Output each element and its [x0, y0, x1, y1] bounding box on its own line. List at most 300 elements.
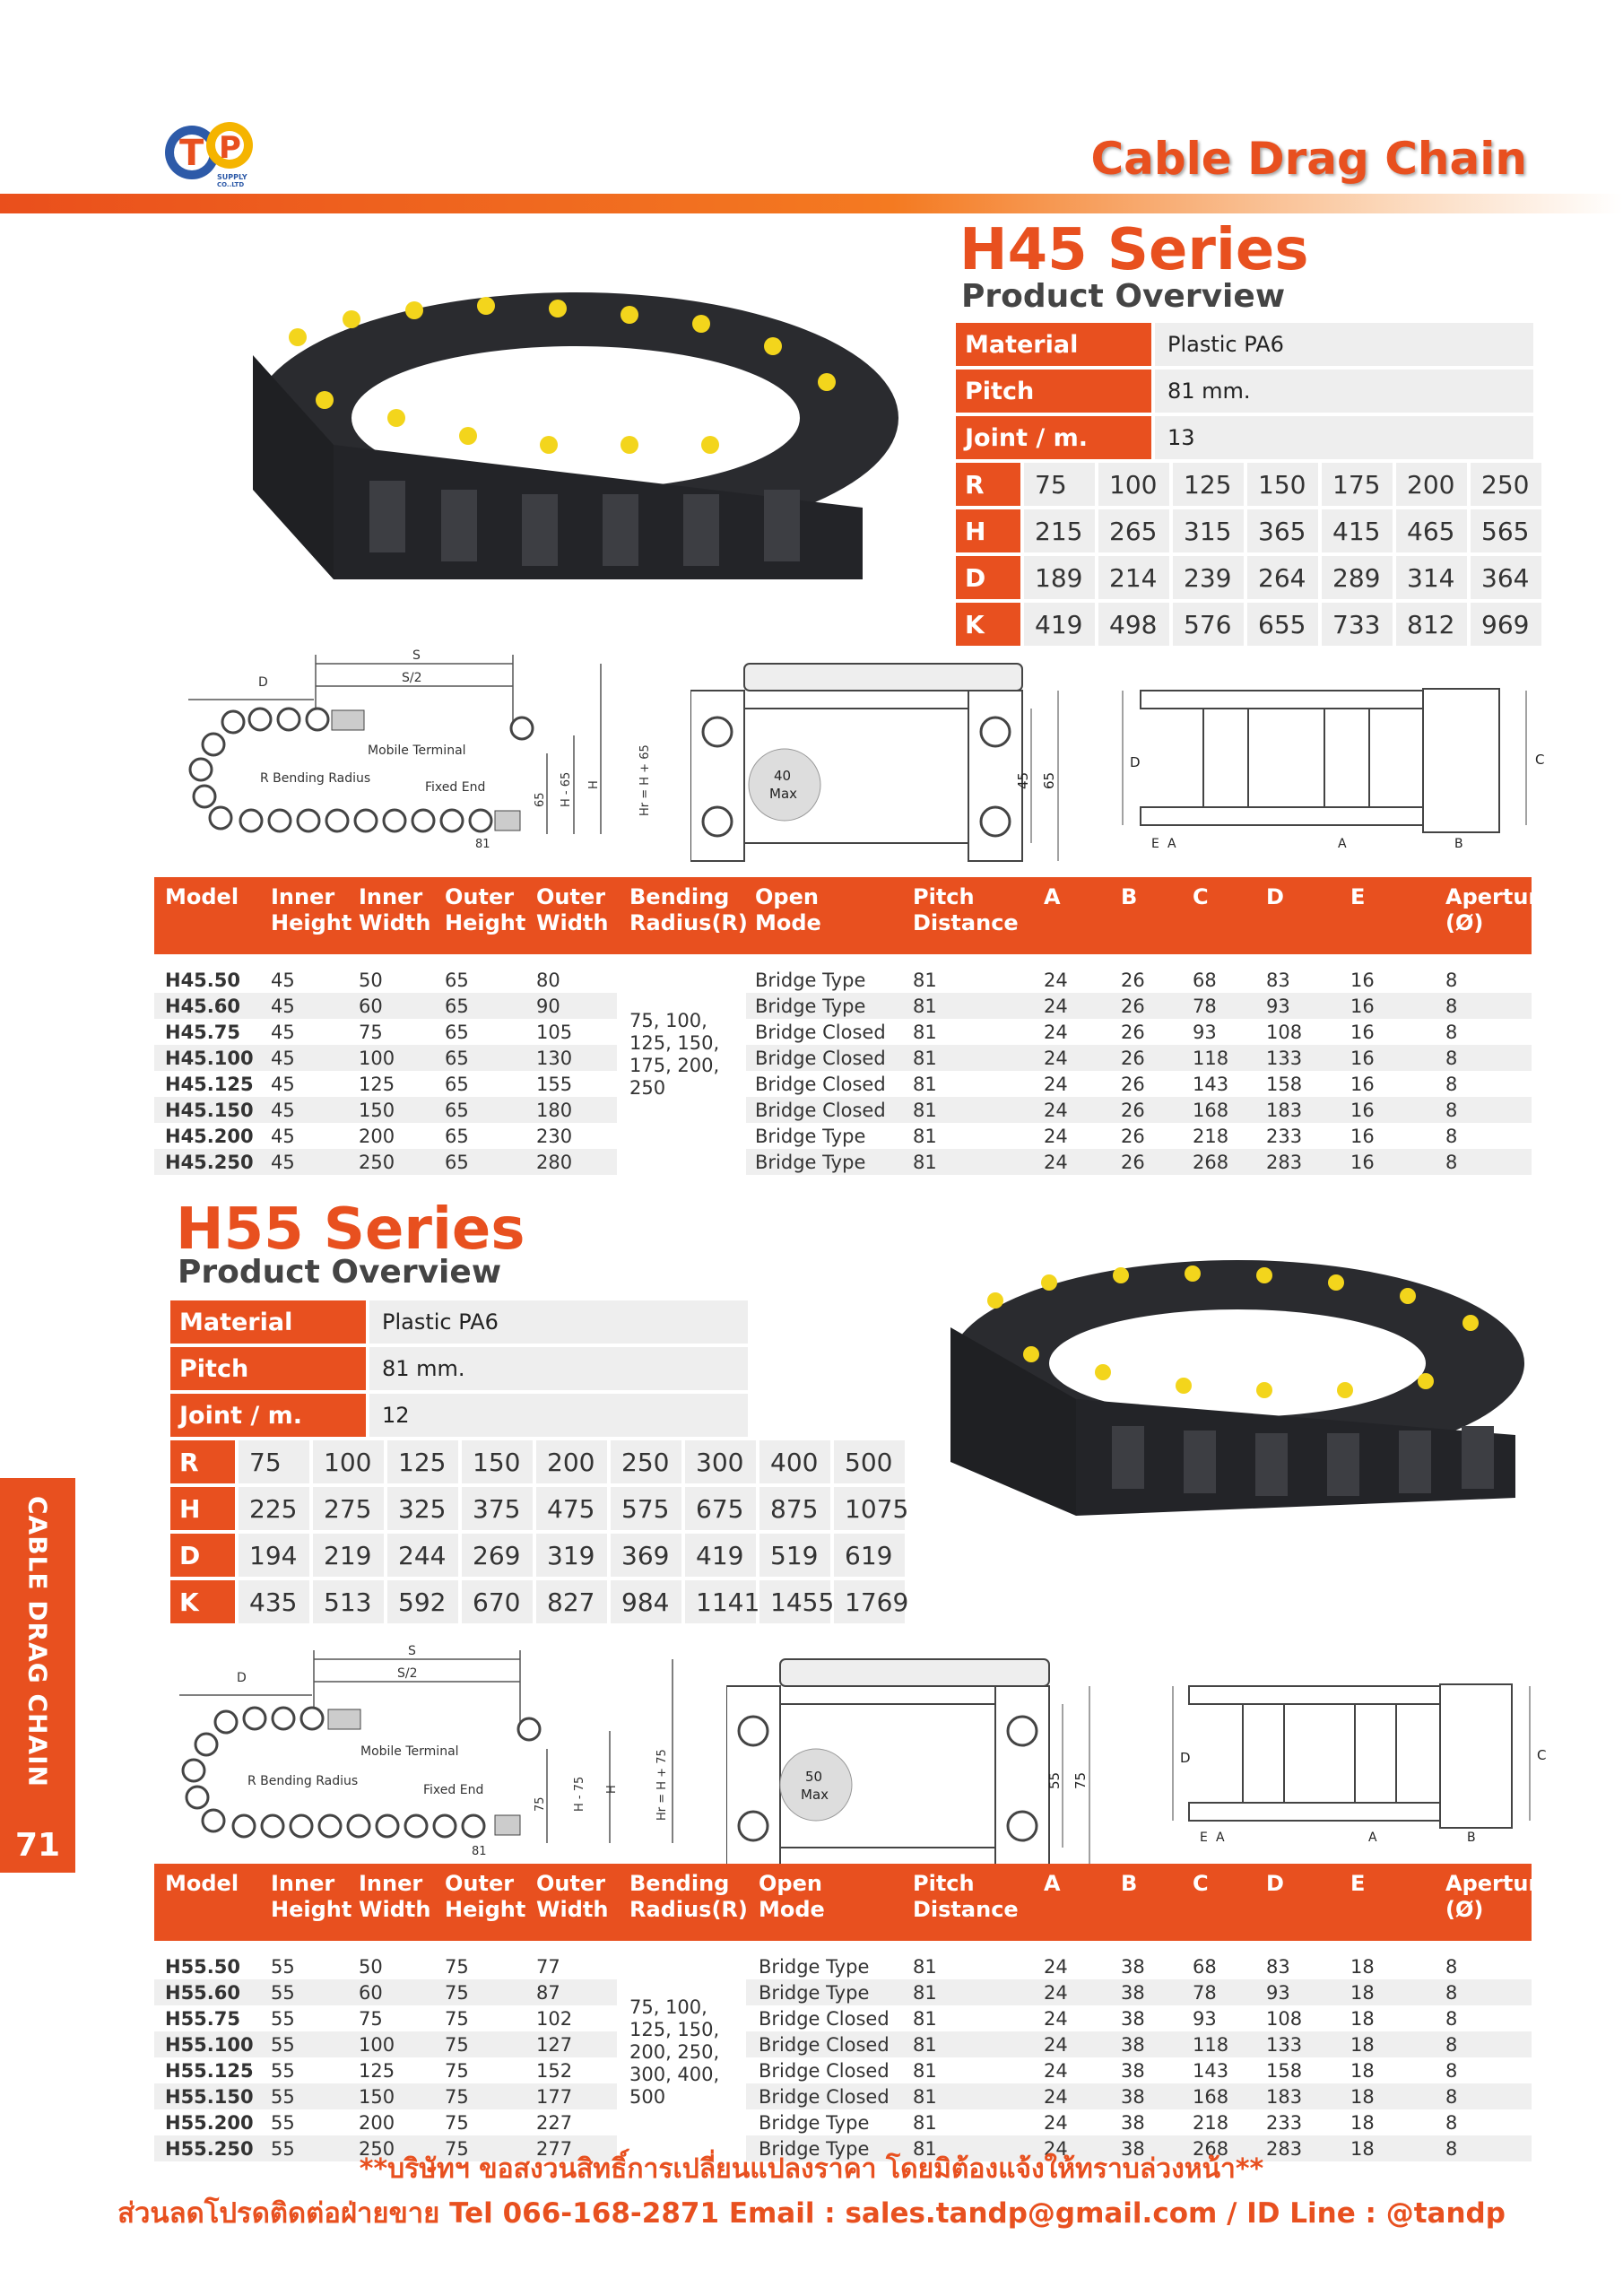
cell-b: 26	[1121, 1022, 1145, 1043]
h45-d-value: 239	[1173, 556, 1244, 599]
h55-d-value: 219	[313, 1534, 384, 1577]
cell-ow: 230	[536, 1126, 573, 1147]
cell-iw: 50	[359, 1956, 383, 1978]
svg-text:E: E	[1200, 1831, 1208, 1845]
h45-subtitle: Product Overview	[961, 278, 1286, 315]
th-e: E	[1350, 1871, 1366, 1896]
cell-d: 283	[1266, 1152, 1303, 1173]
cell-b: 26	[1121, 1126, 1145, 1147]
h55-k-value: 1141	[685, 1580, 756, 1623]
h45-title: H45 Series	[959, 217, 1309, 283]
svg-text:D: D	[1180, 1750, 1191, 1766]
svg-text:T: T	[179, 133, 204, 174]
h55-d-value: 194	[239, 1534, 309, 1577]
cell-ow: 280	[536, 1152, 573, 1173]
cell-model: H45.60	[165, 996, 240, 1017]
cell-d: 93	[1266, 996, 1290, 1017]
h55-r-value: 100	[313, 1440, 384, 1483]
cell-e: 18	[1350, 1956, 1375, 1978]
cell-oh: 65	[445, 970, 469, 991]
h55-h-value: 325	[387, 1487, 458, 1530]
svg-text:75: 75	[1072, 1771, 1089, 1789]
cell-b: 38	[1121, 2060, 1145, 2082]
th-inner-height: Inner Height	[271, 1871, 352, 1922]
svg-text:SUPPLY: SUPPLY	[217, 173, 247, 181]
cell-iw: 75	[359, 1022, 383, 1043]
h55-k-value: 1769	[834, 1580, 905, 1623]
cell-ap: 8	[1445, 1074, 1458, 1095]
th-outer-height: Outer Height	[445, 1871, 526, 1922]
h45-top-view	[1105, 682, 1571, 861]
cell-ap: 8	[1445, 970, 1458, 991]
cell-mode: Bridge Closed	[759, 2060, 890, 2082]
svg-text:D: D	[1130, 754, 1141, 770]
svg-text:Hr = H + 65: Hr = H + 65	[638, 744, 652, 816]
h55-bending-radius: 75, 100, 125, 150, 200, 250, 300, 400, 500	[629, 1996, 720, 2108]
th-bending-radius: Bending Radius(R)	[629, 884, 748, 935]
cell-a: 24	[1044, 1126, 1068, 1147]
cell-oh: 75	[445, 2138, 469, 2160]
th-outer-height: Outer Height	[445, 884, 526, 935]
h45-k-value: 655	[1247, 603, 1318, 646]
cell-a: 24	[1044, 2138, 1068, 2160]
cell-c: 118	[1193, 2034, 1229, 2056]
cell-ap: 8	[1445, 2008, 1458, 2030]
cell-ih: 45	[271, 1126, 295, 1147]
cell-ow: 155	[536, 1074, 573, 1095]
cell-b: 38	[1121, 2112, 1145, 2134]
cell-b: 26	[1121, 1048, 1145, 1069]
cell-b: 26	[1121, 996, 1145, 1017]
cell-mode: Bridge Type	[759, 2112, 870, 2134]
cell-mode: Bridge Type	[759, 2138, 870, 2160]
h55-table-body	[154, 1953, 1532, 2161]
h55-joint-label: Joint / m.	[170, 1394, 366, 1437]
cell-iw: 60	[359, 996, 383, 1017]
cell-model: H45.100	[165, 1048, 254, 1069]
cell-model: H45.75	[165, 1022, 240, 1043]
cell-iw: 200	[359, 2112, 395, 2134]
cell-model: H55.250	[165, 2138, 254, 2160]
h55-d-value: 419	[685, 1534, 756, 1577]
h55-h-value: 275	[313, 1487, 384, 1530]
cell-pitch: 81	[913, 1126, 937, 1147]
th-aperture: Aperture (Ø)	[1445, 1871, 1554, 1922]
th-d: D	[1266, 884, 1284, 909]
svg-text:H: H	[587, 780, 601, 789]
cell-ih: 45	[271, 1022, 295, 1043]
footer-contact: ส่วนลดโปรดติดต่อฝ่ายขาย Tel 066-168-2871 Email : sales.tandp@gmail.com / ID Line : @tandp	[117, 2197, 1506, 2230]
cell-ow: 277	[536, 2138, 573, 2160]
cell-pitch: 81	[913, 996, 937, 1017]
h55-k-value: 435	[239, 1580, 309, 1623]
cell-ih: 45	[271, 970, 295, 991]
th-a: A	[1044, 1871, 1061, 1896]
cell-b: 38	[1121, 1982, 1145, 2004]
h45-material: Plastic PA6	[1155, 323, 1533, 366]
svg-text:45: 45	[1015, 771, 1031, 789]
table-row	[154, 1045, 1532, 1071]
cell-e: 16	[1350, 1074, 1375, 1095]
cell-ap: 8	[1445, 2034, 1458, 2056]
cell-ap: 8	[1445, 1126, 1458, 1147]
th-inner-height: Inner Height	[271, 884, 352, 935]
cell-b: 38	[1121, 2086, 1145, 2108]
cell-pitch: 81	[913, 2008, 937, 2030]
h55-top-view	[1153, 1677, 1575, 1848]
th-a: A	[1044, 884, 1061, 909]
svg-text:A: A	[1338, 837, 1347, 851]
cell-d: 183	[1266, 1100, 1303, 1121]
h55-h-value: 475	[536, 1487, 607, 1530]
cell-a: 24	[1044, 1100, 1068, 1121]
cell-iw: 125	[359, 2060, 395, 2082]
cell-ow: 127	[536, 2034, 573, 2056]
cell-ow: 177	[536, 2086, 573, 2108]
cell-ap: 8	[1445, 1022, 1458, 1043]
cell-ow: 80	[536, 970, 560, 991]
h45-k-value: 419	[1024, 603, 1095, 646]
cell-pitch: 81	[913, 1956, 937, 1978]
cell-e: 16	[1350, 996, 1375, 1017]
h45-h-label: H	[956, 509, 1020, 552]
cell-ih: 55	[271, 2034, 295, 2056]
cell-ap: 8	[1445, 1048, 1458, 1069]
cell-ap: 8	[1445, 1100, 1458, 1121]
cell-iw: 200	[359, 1126, 395, 1147]
h55-r-value: 75	[239, 1440, 309, 1483]
cell-a: 24	[1044, 970, 1068, 991]
cell-b: 38	[1121, 1956, 1145, 1978]
svg-text:H - 65: H - 65	[560, 771, 573, 807]
cell-pitch: 81	[913, 2086, 937, 2108]
h45-h-value: 365	[1247, 509, 1318, 552]
cell-ow: 102	[536, 2008, 573, 2030]
cell-oh: 65	[445, 1152, 469, 1173]
cell-oh: 65	[445, 996, 469, 1017]
h55-joint: 12	[369, 1394, 748, 1437]
cell-oh: 75	[445, 2034, 469, 2056]
cell-c: 268	[1193, 2138, 1229, 2160]
svg-text:R Bending Radius: R Bending Radius	[260, 771, 371, 786]
cell-mode: Bridge Type	[755, 970, 866, 991]
cell-model: H55.125	[165, 2060, 254, 2082]
cell-mode: Bridge Closed	[755, 1100, 886, 1121]
cell-model: H55.60	[165, 1982, 240, 2004]
h45-k-value: 733	[1322, 603, 1393, 646]
h45-r-value: 200	[1396, 463, 1467, 506]
h55-spec-table	[154, 1864, 1554, 2161]
h55-d-value: 269	[462, 1534, 533, 1577]
cell-ih: 45	[271, 996, 295, 1017]
h55-material: Plastic PA6	[369, 1300, 748, 1344]
cell-model: H55.150	[165, 2086, 254, 2108]
cell-ih: 55	[271, 2008, 295, 2030]
h55-k-value: 670	[462, 1580, 533, 1623]
svg-text:Fixed End: Fixed End	[423, 1783, 484, 1797]
h45-pitch-label: Pitch	[956, 370, 1151, 413]
table-row	[154, 1097, 1532, 1123]
cell-iw: 75	[359, 2008, 383, 2030]
side-tab	[0, 1478, 75, 1873]
svg-text:B: B	[1467, 1831, 1476, 1845]
cell-d: 133	[1266, 2034, 1303, 2056]
h45-d-value: 264	[1247, 556, 1318, 599]
cell-a: 24	[1044, 2086, 1068, 2108]
cell-oh: 75	[445, 1982, 469, 2004]
cell-b: 38	[1121, 2008, 1145, 2030]
cell-model: H55.100	[165, 2034, 254, 2056]
h55-d-value: 319	[536, 1534, 607, 1577]
svg-text:C: C	[1535, 752, 1545, 768]
cell-oh: 75	[445, 1956, 469, 1978]
cell-oh: 75	[445, 2086, 469, 2108]
h55-d-label: D	[170, 1534, 235, 1577]
svg-text:Max: Max	[801, 1787, 829, 1803]
cell-ih: 45	[271, 1074, 295, 1095]
cell-mode: Bridge Closed	[759, 2008, 890, 2030]
cell-ap: 8	[1445, 2138, 1458, 2160]
cell-model: H45.150	[165, 1100, 254, 1121]
cell-mode: Bridge Type	[759, 1956, 870, 1978]
cell-a: 24	[1044, 1956, 1068, 1978]
cell-ap: 8	[1445, 2060, 1458, 2082]
cell-pitch: 81	[913, 1022, 937, 1043]
cell-d: 233	[1266, 1126, 1303, 1147]
svg-text:S: S	[412, 648, 421, 663]
cell-ih: 55	[271, 2060, 295, 2082]
cell-ih: 55	[271, 1956, 295, 1978]
svg-text:Fixed End: Fixed End	[425, 780, 486, 795]
h45-spec-table	[154, 877, 1554, 1175]
h55-title: H55 Series	[176, 1196, 525, 1263]
table-row	[154, 1123, 1532, 1149]
cell-a: 24	[1044, 996, 1068, 1017]
h55-product-photo	[942, 1256, 1524, 1525]
cell-mode: Bridge Closed	[755, 1022, 886, 1043]
h55-h-value: 375	[462, 1487, 533, 1530]
th-outer-width: Outer Width	[536, 884, 609, 935]
cell-iw: 250	[359, 1152, 395, 1173]
th-inner-width: Inner Width	[359, 884, 431, 935]
svg-text:81: 81	[472, 1845, 487, 1857]
cell-e: 16	[1350, 1048, 1375, 1069]
cell-pitch: 81	[913, 1100, 937, 1121]
th-model: Model	[165, 1871, 239, 1896]
h55-k-value: 984	[611, 1580, 681, 1623]
h45-d-value: 214	[1098, 556, 1169, 599]
svg-text:H - 75: H - 75	[573, 1776, 586, 1812]
svg-text:S/2: S/2	[397, 1666, 418, 1681]
h55-table-header	[154, 1864, 1554, 1941]
h45-d-value: 364	[1471, 556, 1541, 599]
table-row	[154, 2005, 1532, 2031]
svg-text:A: A	[1368, 1831, 1377, 1845]
cell-ow: 227	[536, 2112, 573, 2134]
svg-text:50: 50	[805, 1769, 823, 1785]
svg-text:A: A	[1167, 837, 1176, 851]
cell-e: 18	[1350, 1982, 1375, 2004]
h55-h-value: 675	[685, 1487, 756, 1530]
h55-h-value: 875	[759, 1487, 830, 1530]
cell-ap: 8	[1445, 1982, 1458, 2004]
cell-ap: 8	[1445, 2086, 1458, 2108]
h55-k-label: K	[170, 1580, 235, 1623]
svg-text:C: C	[1537, 1747, 1547, 1763]
svg-text:D: D	[237, 1671, 247, 1685]
cell-mode: Bridge Type	[755, 1126, 866, 1147]
h55-h-value: 1075	[834, 1487, 905, 1530]
cell-a: 24	[1044, 2112, 1068, 2134]
svg-text:A: A	[1216, 1831, 1225, 1845]
side-tab-label: CABLE DRAG CHAIN	[22, 1496, 53, 1787]
h45-pitch: 81 mm.	[1155, 370, 1533, 413]
h45-bending-radius: 75, 100, 125, 150, 175, 200, 250	[629, 1010, 720, 1099]
h45-joint-label: Joint / m.	[956, 416, 1151, 459]
h55-k-value: 1455	[759, 1580, 830, 1623]
cell-mode: Bridge Type	[755, 996, 866, 1017]
h45-k-label: K	[956, 603, 1020, 646]
cell-oh: 65	[445, 1126, 469, 1147]
h45-r-value: 150	[1247, 463, 1318, 506]
h55-h-label: H	[170, 1487, 235, 1530]
th-d: D	[1266, 1871, 1284, 1896]
h55-d-value: 244	[387, 1534, 458, 1577]
cell-oh: 65	[445, 1074, 469, 1095]
cell-model: H45.50	[165, 970, 240, 991]
cell-d: 93	[1266, 1982, 1290, 2004]
page-title: Cable Drag Chain	[1090, 133, 1527, 185]
table-row	[154, 967, 1532, 993]
h55-r-value: 125	[387, 1440, 458, 1483]
svg-text:H: H	[605, 1785, 619, 1794]
cell-e: 18	[1350, 2112, 1375, 2134]
cell-mode: Bridge Type	[755, 1152, 866, 1173]
company-logo	[160, 115, 267, 187]
h55-r-value: 150	[462, 1440, 533, 1483]
cell-e: 18	[1350, 2060, 1375, 2082]
th-model: Model	[165, 884, 239, 909]
h45-r-value: 250	[1471, 463, 1541, 506]
h45-product-photo	[235, 283, 907, 597]
th-pitch-distance: Pitch Distance	[913, 884, 1019, 935]
cell-a: 24	[1044, 1152, 1068, 1173]
h45-h-value: 265	[1098, 509, 1169, 552]
table-row	[154, 993, 1532, 1019]
cell-ih: 45	[271, 1100, 295, 1121]
cell-e: 18	[1350, 2008, 1375, 2030]
h55-d-value: 519	[759, 1534, 830, 1577]
cell-ih: 55	[271, 2138, 295, 2160]
cell-c: 218	[1193, 1126, 1229, 1147]
h45-table-body	[154, 967, 1532, 1175]
h45-joint: 13	[1155, 416, 1533, 459]
cell-ap: 8	[1445, 1956, 1458, 1978]
cell-ow: 180	[536, 1100, 573, 1121]
h45-k-value: 969	[1471, 603, 1541, 646]
h55-r-value: 200	[536, 1440, 607, 1483]
cell-c: 143	[1193, 1074, 1229, 1095]
cell-c: 168	[1193, 2086, 1229, 2108]
h55-h-value: 225	[239, 1487, 309, 1530]
cell-c: 143	[1193, 2060, 1229, 2082]
cell-b: 26	[1121, 1100, 1145, 1121]
h55-r-value: 300	[685, 1440, 756, 1483]
cell-e: 18	[1350, 2034, 1375, 2056]
h45-h-value: 415	[1322, 509, 1393, 552]
cell-pitch: 81	[913, 2060, 937, 2082]
cell-ow: 90	[536, 996, 560, 1017]
h45-h-value: 465	[1396, 509, 1467, 552]
cell-a: 24	[1044, 2008, 1068, 2030]
cell-mode: Bridge Closed	[755, 1074, 886, 1095]
cell-iw: 60	[359, 1982, 383, 2004]
cell-e: 18	[1350, 2086, 1375, 2108]
h55-overview	[170, 1300, 909, 1627]
cell-c: 68	[1193, 970, 1217, 991]
cell-mode: Bridge Closed	[755, 1048, 886, 1069]
h55-k-value: 513	[313, 1580, 384, 1623]
cell-c: 168	[1193, 1100, 1229, 1121]
h55-subtitle: Product Overview	[178, 1254, 502, 1291]
h55-pitch-label: Pitch	[170, 1347, 366, 1390]
h45-d-value: 289	[1322, 556, 1393, 599]
cell-b: 26	[1121, 1074, 1145, 1095]
svg-text:Mobile Terminal: Mobile Terminal	[368, 744, 466, 758]
th-c: C	[1193, 1871, 1209, 1896]
cell-d: 133	[1266, 1048, 1303, 1069]
svg-text:55: 55	[1046, 1771, 1063, 1789]
table-row	[154, 1071, 1532, 1097]
cell-ow: 152	[536, 2060, 573, 2082]
cell-iw: 100	[359, 1048, 395, 1069]
cell-d: 108	[1266, 1022, 1303, 1043]
svg-text:40: 40	[774, 768, 792, 784]
cell-c: 268	[1193, 1152, 1229, 1173]
svg-text:R Bending Radius: R Bending Radius	[247, 1774, 359, 1788]
cell-b: 38	[1121, 2034, 1145, 2056]
cell-ih: 45	[271, 1048, 295, 1069]
th-aperture: Aperture (Ø)	[1445, 884, 1554, 935]
cell-pitch: 81	[913, 1152, 937, 1173]
cell-d: 83	[1266, 970, 1290, 991]
cell-mode: Bridge Closed	[759, 2034, 890, 2056]
cell-c: 93	[1193, 1022, 1217, 1043]
cell-pitch: 81	[913, 2034, 937, 2056]
cell-model: H55.75	[165, 2008, 240, 2030]
h45-h-value: 215	[1024, 509, 1095, 552]
h45-k-value: 498	[1098, 603, 1169, 646]
h45-r-value: 125	[1173, 463, 1244, 506]
svg-text:75: 75	[534, 1796, 547, 1812]
svg-text:Hr = H + 75: Hr = H + 75	[655, 1749, 669, 1821]
cell-d: 183	[1266, 2086, 1303, 2108]
cell-iw: 100	[359, 2034, 395, 2056]
table-row	[154, 2057, 1532, 2083]
cell-model: H45.200	[165, 1126, 254, 1147]
cell-oh: 65	[445, 1048, 469, 1069]
cell-iw: 150	[359, 1100, 395, 1121]
cell-d: 158	[1266, 2060, 1303, 2082]
svg-text:P: P	[219, 130, 241, 166]
cell-model: H55.50	[165, 1956, 240, 1978]
cell-pitch: 81	[913, 1074, 937, 1095]
cell-d: 233	[1266, 2112, 1303, 2134]
cell-pitch: 81	[913, 2112, 937, 2134]
cell-e: 16	[1350, 1152, 1375, 1173]
cell-oh: 65	[445, 1022, 469, 1043]
h55-r-value: 400	[759, 1440, 830, 1483]
